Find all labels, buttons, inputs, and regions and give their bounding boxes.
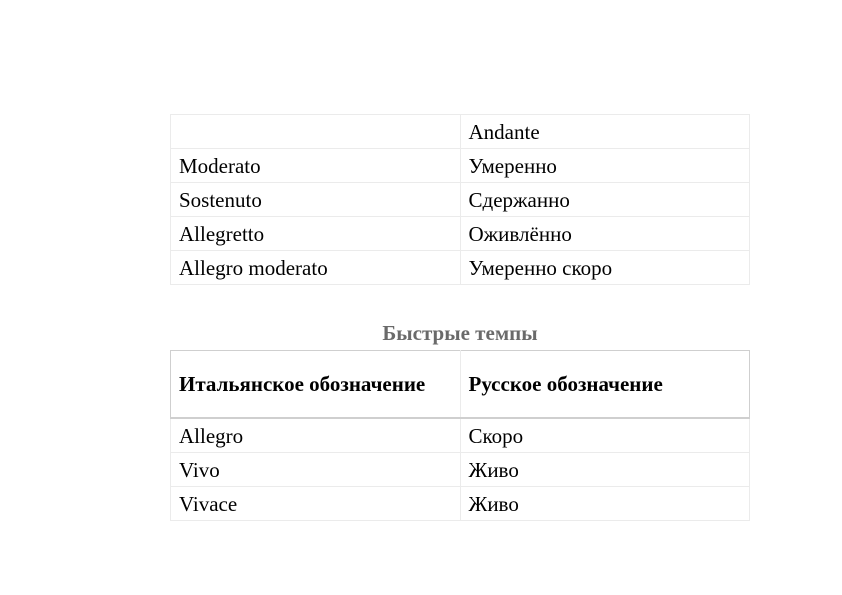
table-row bbox=[171, 251, 750, 285]
italian-term-cell: Allegro moderato bbox=[171, 251, 461, 285]
russian-term-cell: Оживлённо bbox=[460, 217, 750, 251]
table-row bbox=[171, 217, 750, 251]
russian-term-cell: Сдержанно bbox=[460, 183, 750, 217]
table-row bbox=[171, 453, 750, 487]
italian-term-cell: Vivace bbox=[171, 487, 461, 521]
moderate-tempo-table bbox=[170, 114, 750, 285]
table-header-row bbox=[171, 351, 750, 419]
italian-term-cell: Allegro bbox=[171, 418, 461, 453]
russian-term-cell: Скоро bbox=[460, 418, 750, 453]
russian-term-cell: Живо bbox=[460, 487, 750, 521]
table-row bbox=[171, 487, 750, 521]
italian-term-cell: Sostenuto bbox=[171, 183, 461, 217]
table-row bbox=[171, 115, 750, 149]
russian-column-header: Русское обозначение bbox=[460, 351, 750, 419]
italian-term-cell: Allegretto bbox=[171, 217, 461, 251]
russian-term-cell: Умеренно bbox=[460, 149, 750, 183]
italian-term-cell: Moderato bbox=[171, 149, 461, 183]
italian-term-cell bbox=[171, 115, 461, 149]
russian-term-cell: Живо bbox=[460, 453, 750, 487]
fast-tempo-table bbox=[170, 350, 750, 521]
italian-term-cell: Vivo bbox=[171, 453, 461, 487]
table-row bbox=[171, 418, 750, 453]
russian-term-cell: Умеренно скоро bbox=[460, 251, 750, 285]
fast-tempo-section-title: Быстрые темпы bbox=[382, 321, 538, 345]
table-row bbox=[171, 183, 750, 217]
italian-column-header: Итальянское обозначение bbox=[171, 351, 461, 419]
table-row bbox=[171, 149, 750, 183]
russian-term-cell: Andante bbox=[460, 115, 750, 149]
